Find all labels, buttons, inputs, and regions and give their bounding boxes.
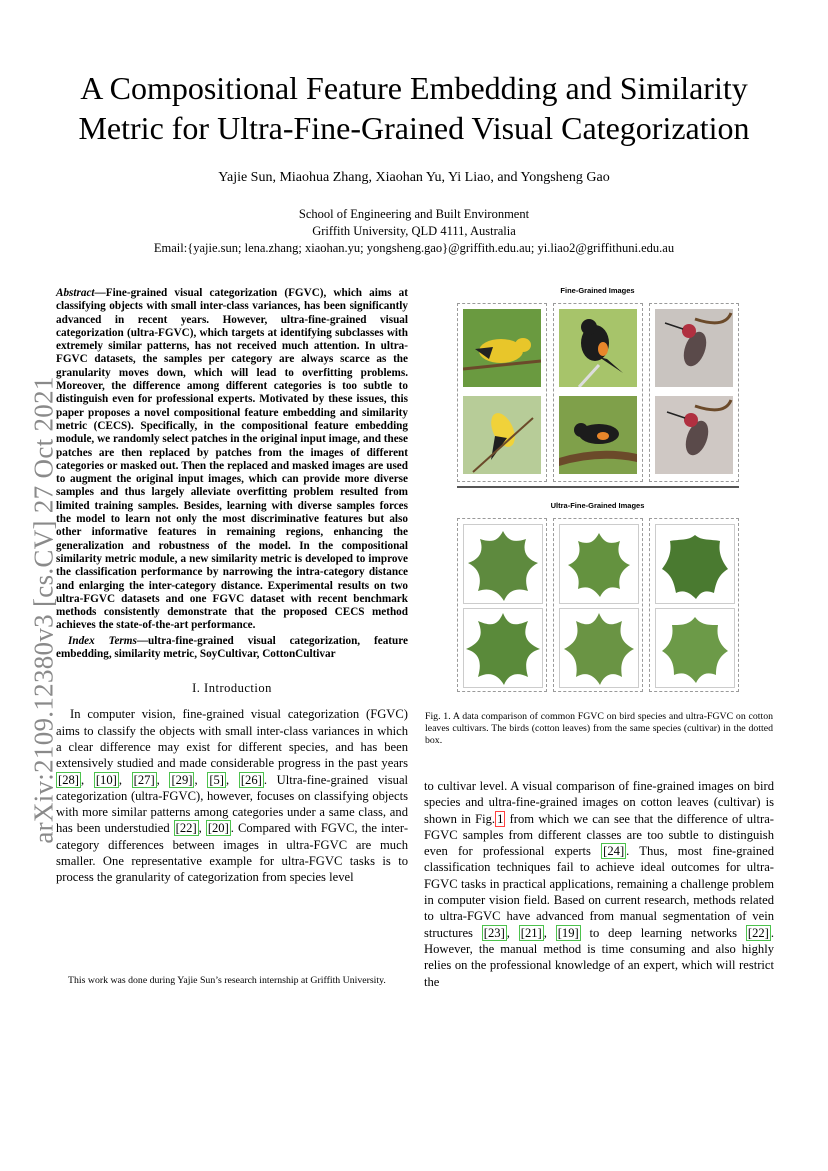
arxiv-id: arXiv:2109.12380v3 [cs.CV] 27 Oct 2021	[28, 376, 59, 844]
abstract	[56, 287, 408, 633]
citation-link[interactable]: [5]	[209, 772, 224, 787]
separator: ,	[156, 772, 170, 787]
separator: ,	[543, 925, 556, 940]
citation-link[interactable]: [29]	[171, 772, 193, 787]
intro-text: In computer vision, fine-grained visual categorization (FGVC) aims to classify the objects with small inter-class variances in which a clear difference may exist for different species, and has been extensively studied and made considerable progress in the past years	[56, 707, 408, 771]
author-list: Yajie Sun, Miaohua Zhang, Xiaohan Yu, Yi Liao, and Yongsheng Gao	[218, 170, 610, 185]
hummingbird-icon	[655, 396, 733, 474]
redstart-icon	[559, 309, 637, 387]
leaf-image	[655, 524, 735, 604]
figure-divider	[457, 486, 739, 488]
separator: ,	[80, 772, 94, 787]
cotton-leaf-icon	[560, 525, 638, 603]
abstract-lead: Abstract	[56, 287, 95, 299]
left-column	[56, 287, 408, 886]
citation-link[interactable]: [21]	[520, 925, 542, 940]
separator: ,	[198, 821, 206, 836]
index-terms	[56, 635, 408, 662]
body-text: . However, the manual method is time consuming and also highly relies on the professional knowledge of an expert, which will restrict the	[424, 925, 775, 989]
figure-label-fine-grained: Fine-Grained Images	[560, 286, 635, 295]
leaf-image	[559, 524, 639, 604]
citation-link[interactable]: [19]	[557, 925, 579, 940]
citation-link[interactable]: [10]	[95, 772, 117, 787]
leaf-cultivar-box	[457, 518, 547, 692]
figure-ref-link[interactable]: 1	[497, 811, 504, 826]
bird-image	[559, 309, 637, 387]
paper-title: A Compositional Feature Embedding and Similarity Metric for Ultra-Fine-Grained Visual Categorization	[78, 70, 750, 146]
citation-link[interactable]: [23]	[483, 925, 505, 940]
body-text: to deep learning networks	[580, 925, 746, 940]
bird-species-box	[553, 303, 643, 482]
intro-text: . Ultra-fine-grained visual categorization (ultra-FGVC), however, focuses on classifying objects with more similar patterns among categories under a same class, and has been understudied	[56, 772, 409, 836]
cotton-leaf-icon	[656, 525, 734, 603]
bird-species-box	[649, 303, 739, 482]
index-terms-body: —ultra-fine-grained visual categorization, feature embedding, similarity metric, SoyCultivar, CottonCultivar	[56, 634, 408, 661]
goldfinch-icon	[463, 396, 541, 474]
citation-link[interactable]: [22]	[747, 925, 769, 940]
cotton-leaf-icon	[656, 609, 734, 687]
bird-image	[463, 396, 541, 474]
footnote: This work was done during Yajie Sun’s research internship at Griffith University.	[68, 975, 386, 986]
bird-image	[463, 309, 541, 387]
figure-1	[455, 286, 740, 694]
citation-link[interactable]: [22]	[175, 821, 197, 836]
bird-image	[655, 309, 733, 387]
separator: ,	[506, 925, 519, 940]
right-column-paragraph	[424, 778, 774, 990]
figure-label-ultra-fine-grained: Ultra-Fine-Grained Images	[550, 501, 645, 510]
leaf-cultivar-box	[649, 518, 739, 692]
intro-text: . Compared with FGVC, the inter-category differences between images in ultra-FGVC are much smaller. One representative example for ultra-FGVC tasks is to process the granularity of categorization from species level	[56, 821, 409, 885]
cotton-leaf-icon	[464, 525, 542, 603]
bird-image	[655, 396, 733, 474]
affiliation-email: Email:{yajie.sun; lena.zhang; xiaohan.yu; yongsheng.gao}@griffith.edu.au; yi.liao2@griffithuni.edu.au	[153, 241, 675, 255]
affiliation-line-1: School of Engineering and Built Environment	[298, 207, 530, 221]
separator: ,	[118, 772, 132, 787]
citation-link[interactable]: [26]	[240, 772, 262, 787]
redstart-icon	[559, 396, 637, 474]
leaf-image	[655, 608, 735, 688]
hummingbird-icon	[655, 309, 733, 387]
intro-paragraph	[56, 706, 408, 885]
leaf-image	[559, 608, 639, 688]
leaf-cultivar-box	[553, 518, 643, 692]
body-text: . Thus, most fine-grained classification techniques fail to achieve ideal outcomes for ultra-FGVC tasks in practical applications, remaining a challenge problem in computer vision field. Based on current research, methods related to ultra-FGVC have advanced from manual segmentation of vein structures	[424, 844, 774, 940]
goldfinch-icon	[463, 309, 541, 387]
separator: ,	[226, 772, 239, 787]
body-text: to cultivar level. A visual comparison of fine-grained images on bird species and ultra-fine-grained images on cotton leaves (cultivar) is shown in Fig.	[424, 779, 774, 826]
citation-link[interactable]: [28]	[58, 772, 79, 787]
bird-image	[559, 396, 637, 474]
separator: ,	[194, 772, 208, 787]
bird-species-box	[457, 303, 547, 482]
section-heading-introduction: I. Introduction	[192, 681, 272, 696]
figure-caption: Fig. 1. A data comparison of common FGVC on bird species and ultra-FGVC on cotton leaves cultivars. The birds (cotton leaves) from the same species (cultivar) in the dotted box.	[425, 711, 773, 746]
citation-link[interactable]: [27]	[133, 772, 155, 787]
leaf-image	[463, 524, 543, 604]
body-text: from which we can see that the difference of ultra-FGVC samples from different classes are too subtle to distinguish even for professional experts	[424, 811, 774, 859]
abstract-body: —Fine-grained visual categorization (FGVC), which aims at classifying objects with small inter-class variances, has been significantly advanced in recent years. However, ultra-fine-grained visual categorization (ultra-FGVC), which targets at identifying subclasses with extremely similar patterns, has not received much attention. In ultra-FGVC datasets, the samples per category are always scarce as the granularity moves down, which will lead to overfitting problems. Moreover, the difference among different categories is too subtle to distinguish even for professional experts. Motivated by these issues, this paper proposes a novel compositional feature embedding and similarity metric (CECS). Specifically, in the compositional feature embedding module, we randomly select patches in the original input image, and these patches are then replaced by patches from the images of different categories or masked out. Then the replaced and masked images are used to augment the original input images, which can provide more diverse samples and thus largely alleviate overfitting problem resulted from limited training samples. Besides, learning with diverse samples forces the model to learn not only the most discriminative features but also other informative features in remaining regions, enhancing the generalization and robustness of the model. In the compositional similarity metric module, a new similarity metric is developed to improve the classification performance by narrowing the intra-category distance and enlarging the inter-category distance. Experimental results on two ultra-FGVC datasets and one FGVC dataset with recent benchmark methods consistently demonstrate that the proposed CECS method achieves the state-of-the-art performance.	[56, 287, 408, 632]
citation-link[interactable]: [24]	[603, 844, 625, 859]
cotton-leaf-icon	[464, 609, 542, 687]
affiliation-block	[40, 206, 788, 257]
affiliation-line-2: Griffith University, QLD 4111, Australia	[312, 224, 516, 238]
index-terms-lead: Index Terms	[68, 634, 137, 647]
citation-link[interactable]: [20]	[207, 821, 229, 836]
cotton-leaf-icon	[560, 609, 638, 687]
leaf-image	[463, 608, 543, 688]
